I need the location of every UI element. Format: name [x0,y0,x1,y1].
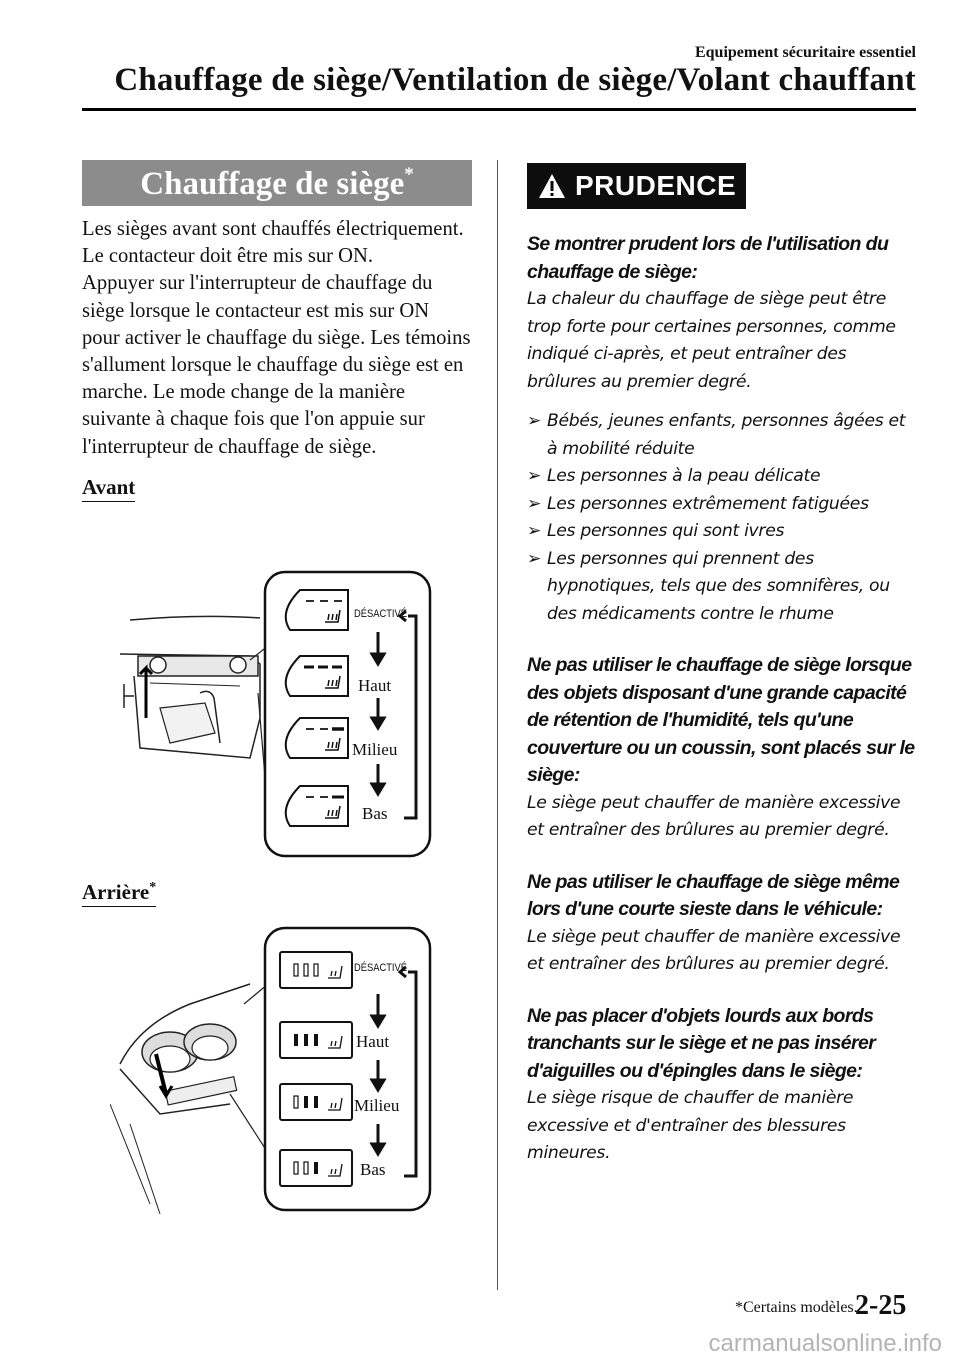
front-heading: Avant [82,475,135,502]
list-item-text: Les personnes extrêmement fatiguées [547,493,869,514]
list-item-text: Bébés, jeunes enfants, personnes âgées et à mobilité réduite [547,411,906,459]
rear-high-label: Haut [356,1032,390,1051]
section-title-bar [82,160,472,206]
instructions-paragraph: Appuyer sur l'interrupteur de chauffage du siège lorsque le contacteur est mis sur ON pour activer le chauffage du siège. Les témoins s'allument lorsque le chauffage du siège est en marche. Le mode change de la manière suivante à chaque fois que l'on appuie sur l'interrupteur de chauffage de siège. [82,272,471,458]
section-title-asterisk: * [404,164,414,185]
rear-heading-asterisk: * [149,880,157,895]
arrow-bullet-icon: ➢ [527,411,542,431]
warning-1-title: Se montrer prudent lors de l'utilisation du chauffage de siège: [527,233,889,283]
rear-low-label: Bas [360,1160,386,1179]
warning-block-3 [527,869,917,979]
footer-note: *Certains modèles. [735,1299,858,1316]
rear-heading [82,880,156,907]
front-high-label: Haut [358,676,392,695]
front-off-label-text: DÉSACTIVÉ [354,608,408,620]
rear-seat-heater-figure [110,924,440,1214]
warning-3-text: Le siège peut chauffer de manière excessive et entraîner des brûlures au premier degré. [527,926,901,974]
at-risk-list [527,408,917,628]
warning-triangle-icon [537,172,567,200]
list-item [527,408,917,463]
arrow-bullet-icon: ➢ [527,493,542,514]
rear-heading-text: Arrière [82,880,150,904]
list-item [527,518,917,546]
prudence-label: PRUDENCE [575,170,737,201]
page-number: 2-25 [855,1290,907,1321]
arrow-bullet-icon: ➢ [527,521,542,541]
warning-4-title: Ne pas placer d'objets lourds aux bords tranchants sur le siège et ne pas insérer d'aiguilles ou d'épingles dans le siège: [527,1004,876,1082]
header-section-label: Equipement sécuritaire essentiel [694,44,916,61]
page-title: Chauffage de siège/Ventilation de siège/Volant chauffant [114,62,916,98]
intro-paragraph: Les sièges avant sont chauffés électriquement. Le contacteur doit être mis sur ON. [82,218,464,268]
arrow-bullet-icon: ➢ [527,548,542,569]
warning-block-2 [527,652,917,845]
watermark: carmanualsonline.info [708,1330,942,1357]
rear-mid-label: Milieu [354,1096,400,1115]
prudence-badge [527,163,746,209]
front-seat-heater-figure [110,568,440,860]
rear-off-label: DÉSACTIVÉ [354,962,408,974]
list-item-text: Les personnes qui sont ivres [547,521,785,541]
warning-2-text: Le siège peut chauffer de manière excessive et entraîner des brûlures au premier degré. [527,792,901,840]
front-mid-label: Milieu [352,740,398,759]
section-title: Chauffage de siège [140,166,405,202]
arrow-bullet-icon: ➢ [527,466,542,486]
header-rule [82,108,916,111]
left-column [82,160,472,502]
list-item [527,491,917,519]
list-item-text: Les personnes qui prennent des hypnotiques, tels que des somnifères, ou des médicaments contre le rhume [547,548,890,624]
warning-4-text: Le siège risque de chauffer de manière excessive et d'entraîner des blessures mineures. [527,1088,854,1163]
column-divider [497,160,498,1290]
warning-1-text: La chaleur du chauffage de siège peut être trop forte pour certaines personnes, comme indiqué ci-après, et peut entraîner des brûlures au premier degré. [527,289,896,392]
list-item-text: Les personnes à la peau délicate [547,466,821,486]
warning-block-1 [527,231,917,628]
right-column [527,163,917,1168]
list-item [527,546,917,629]
list-item [527,463,917,491]
warning-3-title: Ne pas utiliser le chauffage de siège même lors d'une courte sieste dans le véhicule: [527,870,900,920]
warning-2-title: Ne pas utiliser le chauffage de siège lorsque des objets disposant d'une grande capacité de rétention de l'humidité, tels qu'une couverture ou un coussin, sont placés sur le siège: [527,654,915,786]
warning-block-4 [527,1003,917,1168]
front-low-label: Bas [362,804,388,823]
